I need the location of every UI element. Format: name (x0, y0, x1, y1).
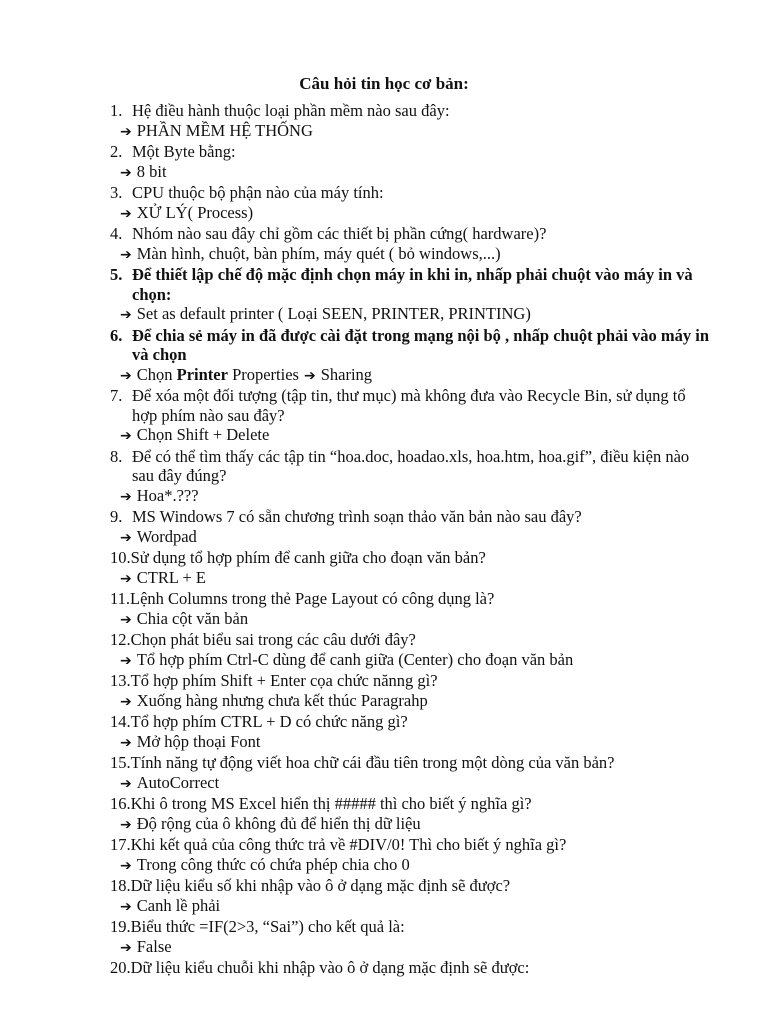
question-list (110, 101, 710, 978)
question-item (110, 142, 710, 162)
question-text: Lệnh Columns trong thẻ Page Layout có công dụng là? (130, 589, 495, 608)
answer-item (110, 691, 710, 713)
question-number: 20. (110, 958, 131, 977)
arrow-icon: ➔ (120, 775, 132, 792)
question-item (110, 326, 710, 365)
question-text: Tính năng tự động viết hoa chữ cái đầu tiên trong một dòng của văn bản? (130, 753, 615, 772)
question-item (110, 386, 710, 425)
answer-item (110, 425, 710, 447)
question-text: Dữ liệu kiểu chuỗi khi nhập vào ô ở dạng mặc định sẽ được: (130, 958, 530, 977)
arrow-icon: ➔ (120, 693, 132, 710)
answer-item (110, 162, 710, 184)
answer-item (110, 896, 710, 918)
answer-item (110, 486, 710, 508)
question-text: Hệ điều hành thuộc loại phần mềm nào sau đây: (132, 101, 450, 120)
question-text: MS Windows 7 có sẵn chương trình soạn thảo văn bản nào sau đây? (132, 507, 582, 526)
question-text: Để thiết lập chế độ mặc định chọn máy in khi in, nhấp phải chuột vào máy in và chọn: (132, 265, 693, 304)
answer-item (110, 814, 710, 836)
arrow-icon: ➔ (120, 529, 132, 546)
answer-text: Wordpad (136, 526, 197, 546)
answer-text: PHẦN MỀM HỆ THỐNG (136, 120, 313, 140)
answer-text: Chia cột văn bản (136, 608, 249, 628)
answer-text-bold: Printer (176, 364, 228, 384)
answer-text: CTRL + E (136, 567, 206, 587)
question-item (110, 183, 710, 203)
question-number: 10. (110, 548, 131, 567)
question-item (110, 224, 710, 244)
question-text: Để có thể tìm thấy các tập tin “hoa.doc, hoadao.xls, hoa.htm, hoa.gif”, điều kiện nào sau đây đúng? (132, 446, 690, 485)
arrow-icon: ➔ (120, 611, 132, 628)
answer-item (110, 304, 710, 326)
arrow-icon: ➔ (120, 205, 132, 222)
question-number: 7. (110, 386, 123, 405)
question-number: 11. (110, 589, 131, 608)
question-number: 13. (110, 671, 131, 690)
arrow-icon: ➔ (120, 246, 132, 263)
question-number: 2. (110, 142, 123, 161)
answer-item (110, 203, 710, 225)
question-number: 16. (110, 794, 131, 813)
question-number: 15. (110, 753, 131, 772)
question-text: Tổ hợp phím Shift + Enter cọa chức nănng gì? (130, 671, 438, 690)
question-item (110, 753, 710, 773)
answer-item (110, 121, 710, 143)
question-item (110, 835, 710, 855)
question-number: 19. (110, 917, 131, 936)
arrow-icon: ➔ (120, 816, 132, 833)
question-text: Nhóm nào sau đây chỉ gồm các thiết bị phần cứng( hardware)? (132, 224, 547, 243)
question-item (110, 265, 710, 304)
question-number: 3. (110, 183, 123, 202)
answer-item (110, 732, 710, 754)
arrow-icon: ➔ (120, 857, 132, 874)
answer-text: Màn hình, chuột, bàn phím, máy quét ( bỏ windows,...) (136, 243, 501, 263)
question-item (110, 794, 710, 814)
answer-text: Chọn Shift + Delete (136, 425, 270, 444)
question-text: CPU thuộc bộ phận nào của máy tính: (132, 183, 384, 202)
answer-text: Canh lề phải (136, 895, 221, 915)
arrow-icon: ➔ (120, 367, 132, 384)
answer-item (110, 527, 710, 549)
question-item (110, 507, 710, 527)
answer-text: Hoa*.??? (136, 485, 199, 505)
question-text: Để xóa một đối tượng (tập tin, thư mục) mà không đưa vào Recycle Bin, sử dụng tổ hợp phím nào sau đây? (132, 386, 686, 425)
arrow-icon: ➔ (120, 428, 132, 444)
question-item (110, 712, 710, 732)
question-text: Biểu thức =IF(2>3, “Sai”) cho kết quả là: (130, 917, 405, 936)
question-item (110, 958, 710, 978)
question-item (110, 548, 710, 568)
answer-text: Xuống hàng nhưng chưa kết thúc Paragrahp (136, 690, 428, 710)
question-number: 6. (110, 325, 123, 345)
answer-text: Tổ hợp phím Ctrl-C dùng để canh giữa (Center) cho đoạn văn bản (136, 649, 574, 669)
answer-item (110, 855, 710, 877)
question-number: 17. (110, 835, 131, 854)
question-number: 12. (110, 630, 131, 649)
question-item (110, 671, 710, 691)
arrow-icon: ➔ (303, 367, 316, 384)
answer-item (110, 244, 710, 266)
answer-item (110, 365, 710, 387)
arrow-icon: ➔ (120, 307, 132, 323)
arrow-icon: ➔ (120, 939, 132, 956)
question-number: 18. (110, 876, 131, 895)
arrow-icon: ➔ (120, 734, 132, 751)
answer-item (110, 773, 710, 795)
answer-text: Set as default printer ( Loại SEEN, PRINTER, PRINTING) (136, 304, 531, 323)
answer-item (110, 650, 710, 672)
question-item (110, 630, 710, 650)
answer-text: Độ rộng của ô không đủ để hiển thị dữ liệu (136, 813, 421, 833)
question-item (110, 447, 710, 486)
question-number: 9. (110, 507, 123, 526)
answer-item (110, 609, 710, 631)
answer-text: 8 bit (136, 161, 167, 181)
page-title: Câu hỏi tin học cơ bản: (299, 74, 469, 93)
question-text: Một Byte bằng: (132, 142, 236, 161)
question-number: 4. (110, 224, 123, 243)
question-text: Tổ hợp phím CTRL + D có chức năng gì? (130, 712, 408, 731)
question-number: 1. (110, 101, 123, 120)
arrow-icon: ➔ (120, 488, 132, 505)
arrow-icon: ➔ (120, 652, 132, 669)
answer-text: False (136, 936, 172, 956)
question-text: Chọn phát biểu sai trong các câu dưới đây? (130, 630, 416, 649)
question-item (110, 876, 710, 896)
arrow-icon: ➔ (120, 123, 132, 140)
question-text: Dữ liệu kiểu số khi nhập vào ô ở dạng mặc định sẽ được? (130, 876, 511, 895)
arrow-icon: ➔ (120, 164, 132, 181)
question-text: Khi ô trong MS Excel hiển thị ##### thì cho biết ý nghĩa gì? (130, 794, 532, 813)
answer-text: Sharing (320, 364, 373, 384)
question-text: Sử dụng tổ hợp phím để canh giữa cho đoạn văn bản? (130, 548, 486, 567)
answer-text: Properties (227, 364, 299, 384)
question-item (110, 917, 710, 937)
question-item (110, 101, 710, 121)
question-item (110, 589, 710, 609)
answer-item (110, 568, 710, 590)
arrow-icon: ➔ (120, 570, 132, 587)
answer-text: Chọn (136, 364, 177, 384)
answer-item (110, 937, 710, 959)
question-text: Để chia sẻ máy in đã được cài đặt trong mạng nội bộ , nhấp chuột phải vào máy in và chọn (132, 325, 710, 364)
question-number: 5. (110, 265, 123, 284)
answer-text: Mở hộp thoại Font (136, 731, 261, 751)
arrow-icon: ➔ (120, 898, 132, 915)
question-number: 8. (110, 446, 123, 466)
answer-text: Trong công thức có chứa phép chia cho 0 (136, 854, 410, 874)
question-text: Khi kết quả của công thức trả về #DIV/0! Thì cho biết ý nghĩa gì? (130, 835, 567, 854)
answer-text: AutoCorrect (136, 772, 220, 792)
answer-text: XỬ LÝ( Process) (136, 202, 254, 222)
question-number: 14. (110, 712, 131, 731)
